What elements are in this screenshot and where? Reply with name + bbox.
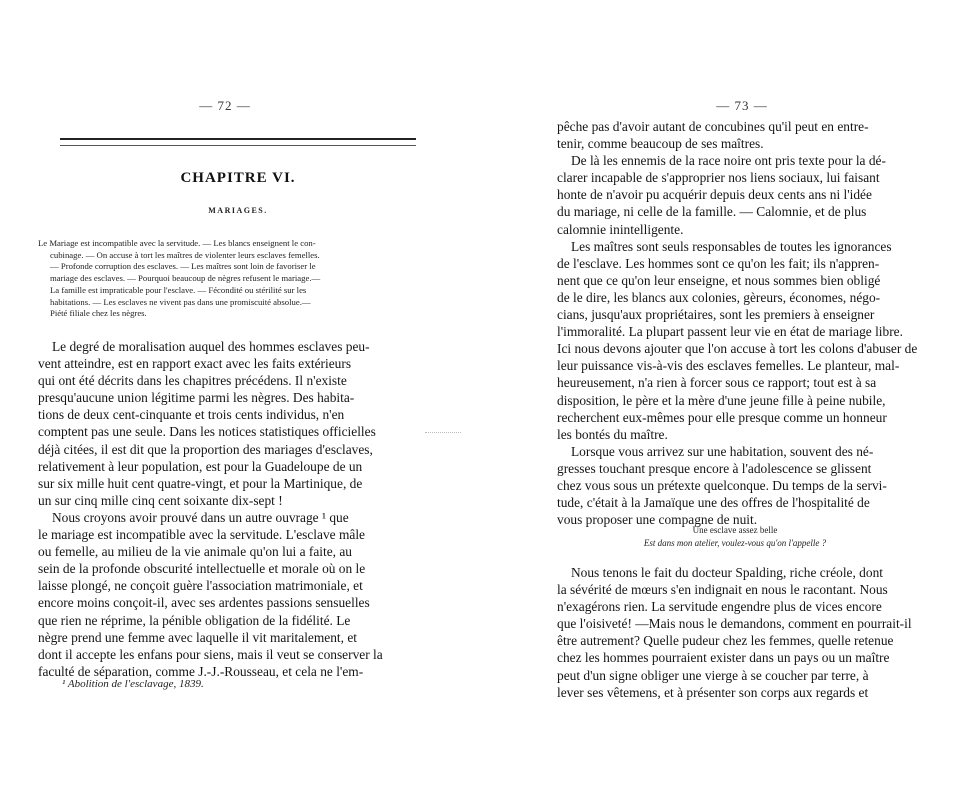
text-line: nent que ce qu'on leur enseigne, et nous sommes bien obligé — [557, 272, 881, 288]
text-line: vous proposer une compagne de nuit. — [557, 512, 758, 528]
text-line: qui ont été décrits dans les chapitres précédens. Il n'existe — [38, 373, 347, 389]
argument-line: — Profonde corruption des esclaves. — Les maîtres sont loin de favoriser le — [50, 261, 316, 272]
text-line: sein de la profonde obscurité intellectuelle et morale où on le — [38, 561, 366, 577]
text-line: pêche pas d'avoir autant de concubines qu'il peut en entre- — [557, 119, 869, 134]
text-line: Ici nous devons ajouter que l'on accuse à tort les colons d'abuser de — [557, 341, 918, 357]
page-number-left: — 72 — — [199, 98, 251, 113]
text-line: l'immoralité. La plupart passent leur vie en état de mariage libre. — [557, 324, 903, 340]
text-line: heureusement, n'a rien à forcer sous ce rapport; tout est à sa — [557, 375, 877, 391]
margin-dots — [425, 432, 461, 434]
text-line: lever ses vêtemens, et à présenter son corps aux regards et — [557, 684, 869, 700]
text-line: être autrement? Quelle pudeur chez les femmes, quelle retenue — [557, 633, 894, 649]
text-line: tenir, comme beaucoup de ses maîtres. — [557, 136, 764, 152]
argument-line: habitations. — Les esclaves ne vivent pas dans une promiscuité absolue.— — [50, 296, 311, 307]
text-line: peut d'un signe obliger une vierge à se coucher par terre, à — [557, 667, 869, 683]
text-line: Lorsque vous arrivez sur une habitation, souvent des né- — [571, 443, 874, 459]
argument-line: mariage des esclaves. — Pourquoi beaucoup de nègres refusent le mariage.— — [50, 273, 321, 284]
text-line: leur puissance vis-à-vis des esclaves femelles. Le planteur, mal- — [557, 358, 900, 374]
text-line: tions de deux cent-cinquante et trois cents individus, n'en — [38, 407, 345, 423]
text-line: le mariage est incompatible avec la servitude. L'esclave mâle — [38, 527, 365, 543]
text-line: disposition, le père et la mère d'une jeune fille à peine nubile, — [557, 392, 886, 408]
text-line: faculté de séparation, comme J.-J.-Rousseau, et cela ne l'em- — [38, 663, 364, 679]
text-line: honte de n'avoir pu acquérir depuis deux cents ans ni l'idée — [557, 187, 872, 203]
text-line: chez les hommes pourraient exister dans un pays ou un maître — [557, 650, 890, 666]
text-line: gresses touchant presque encore à l'adolescence se glissent — [557, 460, 872, 476]
text-line: Les maîtres sont seuls responsables de toutes les ignorances — [571, 238, 892, 254]
text-line: les bontés du maître. — [557, 426, 668, 442]
text-line: clarer incapable de s'approprier nos liens sociaux, lui faisant — [557, 170, 880, 186]
argument-line: Piété filiale chez les nègres. — [50, 308, 147, 319]
chapter-rule — [60, 138, 416, 146]
quoted-verse-line-2: Est dans mon atelier, voulez-vous qu'on l'appelle ? — [643, 538, 827, 548]
chapter-argument — [38, 238, 422, 320]
page-number-right: — 73 — — [716, 98, 768, 113]
text-line: relativement à leur population, est pour la Guadeloupe de un — [38, 458, 363, 474]
text-line: De là les ennemis de la race noire ont pris texte pour la dé- — [571, 153, 886, 169]
text-line: sur six mille huit cent quatre-vingt, et pour la Martinique, de — [38, 475, 363, 491]
text-line: de l'esclave. Les hommes sont ce qu'on les fait; ils n'appren- — [557, 255, 880, 271]
right-page — [490, 0, 980, 789]
text-line: n'exagérons rien. La servitude engendre plus de vices encore — [557, 599, 882, 615]
chapter-title: CHAPITRE VI. — [180, 170, 296, 186]
text-line: du mariage, ni celle de la famille. — Calomnie, et de plus — [557, 204, 867, 220]
text-line: Le degré de moralisation auquel des hommes esclaves peu- — [52, 339, 370, 354]
footnote: ¹ Abolition de l'esclavage, 1839. — [62, 678, 204, 690]
text-line: dont il accepte les enfans pour siens, mais il veut se conserver la — [38, 646, 383, 662]
text-line: cians, jusqu'aux propriétaires, sont les premiers à enseigner — [557, 307, 875, 323]
text-line: un sur cinq mille cinq cent soixante dix-sept ! — [38, 492, 283, 508]
text-line: comptent pas une seule. Dans les notices statistiques officielles — [38, 424, 376, 440]
text-line: nègre prend une femme avec laquelle il vit maritalement, et — [38, 629, 358, 645]
left-body-text — [38, 338, 438, 680]
right-body-text-continued — [557, 564, 947, 701]
chapter-subtitle: MARIAGES. — [208, 206, 268, 215]
text-line: vent atteindre, est en rapport exact avec les faits extérieurs — [38, 356, 352, 372]
right-body-text — [557, 118, 947, 528]
argument-line: La famille est impraticable pour l'esclave. — Fécondité ou stérilité sur les — [50, 284, 307, 295]
quoted-verse-line-1: Une esclave assez belle — [692, 525, 778, 535]
text-line: calomnie inintelligente. — [557, 221, 684, 237]
text-line: la sévérité de mœurs s'en indignait en nous le racontant. Nous — [557, 582, 888, 598]
argument-line: cubinage. — On accuse à tort les maîtres de violenter leurs esclaves femelles. — [50, 249, 320, 260]
text-line: laisse plongé, ne conçoit guère l'association matrimoniale, et — [38, 578, 363, 594]
text-line: que l'oisiveté! —Mais nous le demandons, comment en pourrait-il — [557, 616, 912, 632]
text-line: ou femelle, au milieu de la vie animale qu'on lui a faite, au — [38, 544, 352, 560]
text-line: que rien ne réprime, la pénible obligation de la fidélité. Le — [38, 612, 351, 628]
text-line: chez vous sous un prétexte quelconque. Du temps de la servi- — [557, 477, 887, 493]
text-line: Nous tenons le fait du docteur Spalding, riche créole, dont — [571, 565, 883, 580]
text-line: presqu'aucune union légitime parmi les nègres. Des habita- — [38, 390, 355, 406]
text-line: recherchent eux-mêmes pour elle presque comme un honneur — [557, 409, 887, 425]
text-line: Nous croyons avoir prouvé dans un autre ouvrage ¹ que — [52, 509, 349, 525]
text-line: de le dire, les blancs aux colonies, gèreurs, économes, négo- — [557, 289, 881, 305]
text-line: déjà citées, il est dit que la proportion des mariages d'esclaves, — [38, 441, 373, 457]
text-line: tude, c'était à la Jamaïque une des offres de l'hospitalité de — [557, 495, 870, 511]
text-line: encore moins conçoit-il, avec ses ardentes passions sensuelles — [38, 595, 370, 611]
argument-line: Le Mariage est incompatible avec la servitude. — Les blancs enseignent le con- — [38, 238, 316, 248]
